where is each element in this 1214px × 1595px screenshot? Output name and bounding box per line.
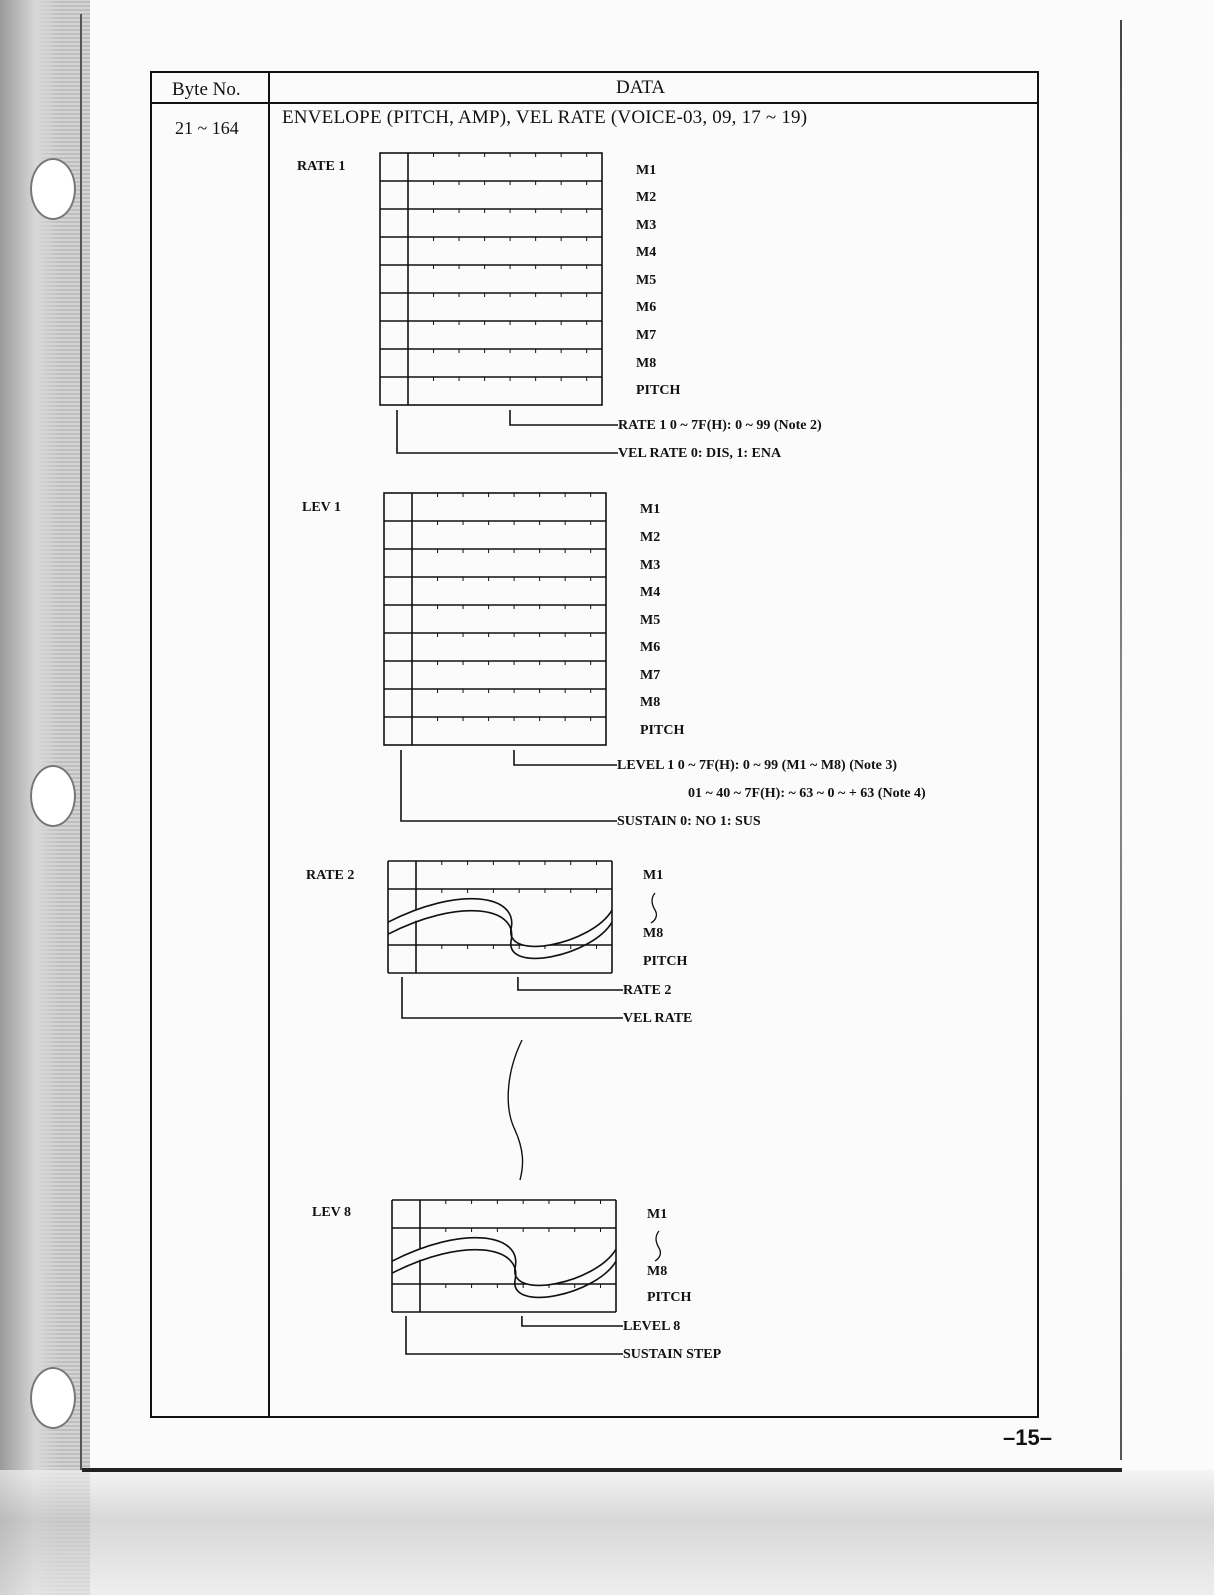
rate2-row-m1: M1 (643, 868, 664, 883)
lev1-box-frame (384, 493, 606, 745)
lev8-row-pitch: PITCH (647, 1290, 692, 1305)
rate1-annotation-vel: VEL RATE 0: DIS, 1: ENA (618, 446, 782, 461)
lev1-row-m5: M5 (640, 613, 661, 628)
rate2-omission-mark (651, 893, 656, 923)
lev1-row-m2: M2 (640, 530, 661, 545)
header-byte-no: Byte No. (172, 79, 241, 100)
lev8-row-m8: M8 (647, 1264, 668, 1279)
lev1-row-m3: M3 (640, 558, 661, 573)
lev1-annotation-sustain: SUSTAIN 0: NO 1: SUS (617, 814, 761, 829)
rate1-leader-2 (397, 410, 618, 453)
rate1-row-m2: M2 (636, 190, 657, 205)
lev8-box-leader-2 (406, 1316, 623, 1354)
lev1-row-m6: M6 (640, 640, 661, 655)
rate1-row-m7: M7 (636, 328, 657, 343)
byte-range: 21 ~ 164 (175, 118, 239, 138)
rate1-box-frame (380, 153, 602, 405)
lev1-leader-2 (401, 750, 617, 821)
page-number: –15– (1003, 1425, 1052, 1450)
rate1-leader-1 (510, 410, 618, 425)
rate1-annotation-rate: RATE 1 0 ~ 7F(H): 0 ~ 99 (Note 2) (618, 418, 822, 433)
lev8-annotation-sustain: SUSTAIN STEP (623, 1347, 722, 1362)
lev8-box-leader-1 (522, 1316, 623, 1326)
rate1-row-m8: M8 (636, 356, 657, 371)
lev1-annotation-level-2: 01 ~ 40 ~ 7F(H): ~ 63 ~ 0 ~ + 63 (Note 4) (688, 786, 926, 801)
rate1-row-m5: M5 (636, 273, 657, 288)
rate2-annotation-vel: VEL RATE (623, 1011, 693, 1026)
lev8-label: LEV 8 (312, 1205, 352, 1220)
lev1-row-m4: M4 (640, 585, 661, 600)
lev8-box-break-wave-upper (392, 1238, 616, 1286)
lev1-row-pitch: PITCH (640, 723, 685, 738)
lev8-omission-mark (655, 1231, 660, 1261)
lev1-row-m1: M1 (640, 502, 661, 517)
rate2-box-leader-2 (402, 977, 623, 1018)
rate2-label: RATE 2 (306, 868, 355, 883)
lev8-annotation-level: LEVEL 8 (623, 1319, 681, 1334)
rate1-row-m4: M4 (636, 245, 657, 260)
lev1-row-m7: M7 (640, 668, 661, 683)
rate1-row-pitch: PITCH (636, 383, 681, 398)
rate1-row-m3: M3 (636, 218, 657, 233)
rate2-row-m8: M8 (643, 926, 664, 941)
lev1-label: LEV 1 (302, 500, 342, 515)
rate1-row-m6: M6 (636, 300, 657, 315)
rate1-row-m1: M1 (636, 163, 657, 178)
rate2-annotation-rate: RATE 2 (623, 983, 672, 998)
lev8-row-m1: M1 (647, 1207, 668, 1222)
section-title: ENVELOPE (PITCH, AMP), VEL RATE (VOICE-03, 09, 17 ~ 19) (282, 107, 808, 128)
lev1-row-m8: M8 (640, 695, 661, 710)
rate2-box-leader-1 (518, 977, 623, 990)
header-data: DATA (616, 77, 666, 98)
rate1-label: RATE 1 (297, 159, 346, 174)
lev1-annotation-level: LEVEL 1 0 ~ 7F(H): 0 ~ 99 (M1 ~ M8) (Note 3) (617, 758, 898, 773)
rate2-box-break-wave-upper (388, 899, 612, 947)
rate2-row-pitch: PITCH (643, 954, 688, 969)
lev1-leader-1 (514, 750, 617, 765)
omission-bracket (508, 1040, 522, 1180)
